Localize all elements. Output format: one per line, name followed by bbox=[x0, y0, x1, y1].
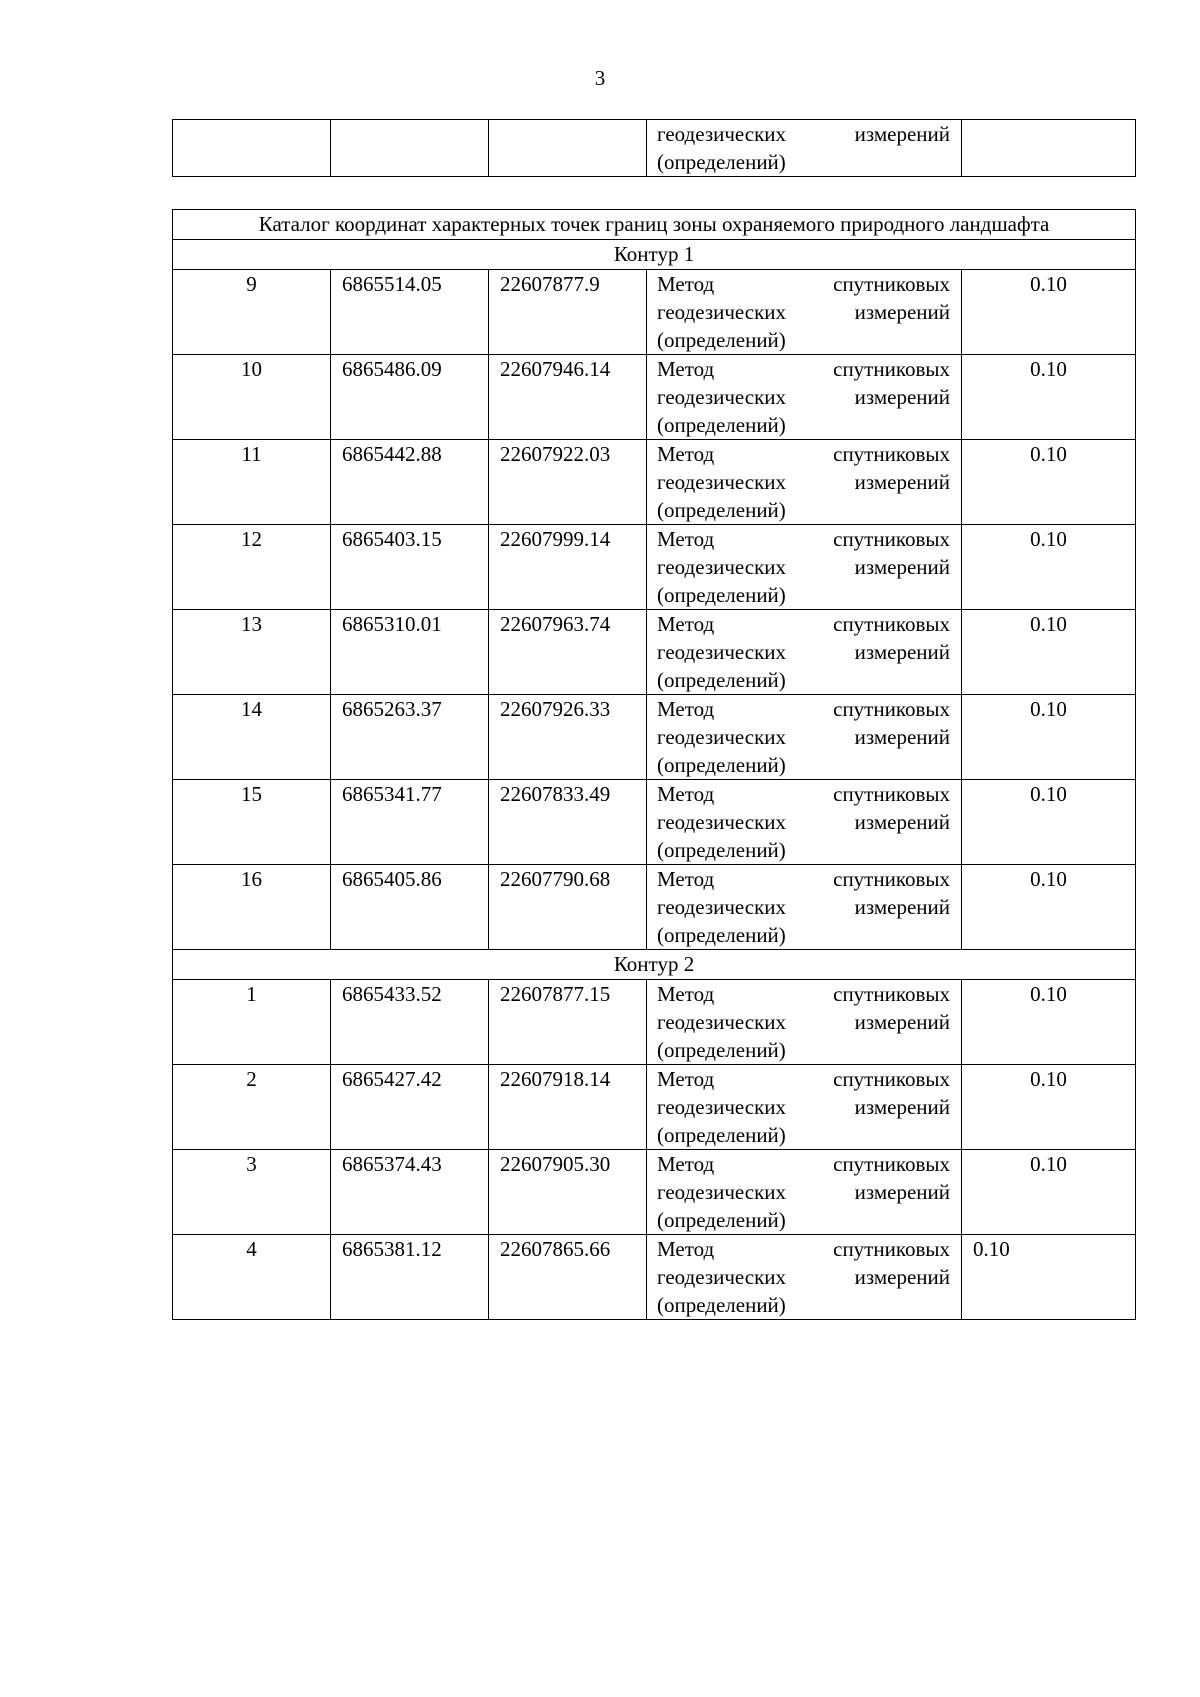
method-line: геодезических измерений bbox=[657, 1010, 950, 1034]
method-line: Метод спутниковых bbox=[657, 982, 950, 1006]
table-row bbox=[173, 1150, 1136, 1235]
contour-header-row bbox=[173, 950, 1136, 980]
method-line: Метод спутниковых bbox=[657, 442, 950, 466]
method-cell bbox=[647, 1065, 962, 1150]
accuracy: 0.10 bbox=[962, 1065, 1136, 1150]
point-number: 10 bbox=[173, 355, 331, 440]
accuracy: 0.10 bbox=[962, 525, 1136, 610]
method-line: (определений) bbox=[657, 1208, 786, 1232]
point-number: 9 bbox=[173, 270, 331, 355]
point-number: 14 bbox=[173, 695, 331, 780]
table-row bbox=[173, 695, 1136, 780]
method-cell bbox=[647, 355, 962, 440]
method-line: геодезических измерений bbox=[657, 1095, 950, 1119]
point-number: 13 bbox=[173, 610, 331, 695]
x-coordinate: 6865433.52 bbox=[331, 980, 489, 1065]
method-line: Метод спутниковых bbox=[657, 1067, 950, 1091]
y-coordinate: 22607833.49 bbox=[489, 780, 647, 865]
method-line: (определений) bbox=[657, 583, 786, 607]
table-row bbox=[173, 610, 1136, 695]
method-line: (определений) bbox=[657, 923, 786, 947]
coordinates-catalog-table bbox=[172, 209, 1136, 1320]
x-coordinate: 6865486.09 bbox=[331, 355, 489, 440]
method-line: Метод спутниковых bbox=[657, 1152, 950, 1176]
accuracy: 0.10 bbox=[962, 1150, 1136, 1235]
contour-header-row bbox=[173, 240, 1136, 270]
x-coordinate: 6865374.43 bbox=[331, 1150, 489, 1235]
point-number: 12 bbox=[173, 525, 331, 610]
method-line: (определений) bbox=[657, 413, 786, 437]
method-line: Метод спутниковых bbox=[657, 697, 950, 721]
method-line: геодезических измерений bbox=[657, 385, 950, 409]
x-coordinate: 6865442.88 bbox=[331, 440, 489, 525]
continuation-table bbox=[172, 119, 1136, 177]
y-coordinate: 22607790.68 bbox=[489, 865, 647, 950]
y-coordinate: 22607905.30 bbox=[489, 1150, 647, 1235]
accuracy: 0.10 bbox=[962, 865, 1136, 950]
method-line: (определений) bbox=[657, 498, 786, 522]
table-row bbox=[173, 865, 1136, 950]
y-coordinate: 22607918.14 bbox=[489, 1065, 647, 1150]
method-line: геодезических измерений bbox=[657, 300, 950, 324]
method-line: (определений) bbox=[657, 753, 786, 777]
method-line: (определений) bbox=[657, 1123, 786, 1147]
method-line: Метод спутниковых bbox=[657, 612, 950, 636]
accuracy: 0.10 bbox=[962, 780, 1136, 865]
point-number: 15 bbox=[173, 780, 331, 865]
x-coordinate: 6865427.42 bbox=[331, 1065, 489, 1150]
method-line: (определений) bbox=[657, 838, 786, 862]
table-row bbox=[173, 355, 1136, 440]
x-coordinate: 6865310.01 bbox=[331, 610, 489, 695]
y-coordinate: 22607946.14 bbox=[489, 355, 647, 440]
method-cell bbox=[647, 980, 962, 1065]
method-line: геодезических измерений bbox=[657, 895, 950, 919]
method-line: геодезических измерений bbox=[657, 640, 950, 664]
method-line: геодезических измерений bbox=[657, 810, 950, 834]
method-line: Метод спутниковых bbox=[657, 1237, 950, 1261]
table-row bbox=[173, 525, 1136, 610]
method-line: (определений) bbox=[657, 150, 786, 174]
x-coordinate: 6865405.86 bbox=[331, 865, 489, 950]
y-coordinate: 22607865.66 bbox=[489, 1235, 647, 1320]
method-cell bbox=[647, 865, 962, 950]
method-line: Метод спутниковых bbox=[657, 867, 950, 891]
method-cell bbox=[647, 610, 962, 695]
accuracy: 0.10 bbox=[962, 270, 1136, 355]
point-number: 2 bbox=[173, 1065, 331, 1150]
accuracy: 0.10 bbox=[962, 695, 1136, 780]
y-coordinate: 22607926.33 bbox=[489, 695, 647, 780]
empty-cell bbox=[962, 120, 1136, 177]
method-cell bbox=[647, 120, 962, 177]
y-coordinate: 22607999.14 bbox=[489, 525, 647, 610]
point-number: 4 bbox=[173, 1235, 331, 1320]
accuracy: 0.10 bbox=[962, 355, 1136, 440]
method-line: геодезических измерений bbox=[657, 725, 950, 749]
method-line: геодезических измерений bbox=[657, 1265, 950, 1289]
page-number: 3 bbox=[594, 66, 606, 90]
point-number: 1 bbox=[173, 980, 331, 1065]
accuracy: 0.10 bbox=[962, 980, 1136, 1065]
table-row bbox=[173, 1235, 1136, 1320]
accuracy: 0.10 bbox=[962, 610, 1136, 695]
y-coordinate: 22607922.03 bbox=[489, 440, 647, 525]
method-cell bbox=[647, 440, 962, 525]
method-line: Метод спутниковых bbox=[657, 782, 950, 806]
contour-label: Контур 1 bbox=[173, 240, 1136, 270]
method-cell bbox=[647, 270, 962, 355]
accuracy: 0.10 bbox=[962, 440, 1136, 525]
y-coordinate: 22607963.74 bbox=[489, 610, 647, 695]
table-row bbox=[173, 440, 1136, 525]
point-number: 16 bbox=[173, 865, 331, 950]
x-coordinate: 6865381.12 bbox=[331, 1235, 489, 1320]
x-coordinate: 6865263.37 bbox=[331, 695, 489, 780]
table-row bbox=[173, 270, 1136, 355]
method-cell bbox=[647, 525, 962, 610]
method-cell bbox=[647, 695, 962, 780]
table-row bbox=[173, 1065, 1136, 1150]
continuation-row bbox=[173, 120, 1136, 177]
method-line: геодезических измерений bbox=[657, 1180, 950, 1204]
method-line: (определений) bbox=[657, 668, 786, 692]
method-cell bbox=[647, 1150, 962, 1235]
method-line: (определений) bbox=[657, 328, 786, 352]
table-row bbox=[173, 780, 1136, 865]
table-row bbox=[173, 980, 1136, 1065]
x-coordinate: 6865341.77 bbox=[331, 780, 489, 865]
point-number: 3 bbox=[173, 1150, 331, 1235]
accuracy: 0.10 bbox=[962, 1235, 1136, 1320]
method-line: (определений) bbox=[657, 1293, 786, 1317]
empty-cell bbox=[331, 120, 489, 177]
method-cell bbox=[647, 780, 962, 865]
method-line: геодезических измерений bbox=[657, 470, 950, 494]
catalog-title-row bbox=[173, 210, 1136, 240]
method-cell bbox=[647, 1235, 962, 1320]
point-number: 11 bbox=[173, 440, 331, 525]
empty-cell bbox=[173, 120, 331, 177]
method-line: (определений) bbox=[657, 1038, 786, 1062]
x-coordinate: 6865514.05 bbox=[331, 270, 489, 355]
method-line: Метод спутниковых bbox=[657, 272, 950, 296]
contour-label: Контур 2 bbox=[173, 950, 1136, 980]
method-line: Метод спутниковых bbox=[657, 527, 950, 551]
y-coordinate: 22607877.9 bbox=[489, 270, 647, 355]
catalog-title: Каталог координат характерных точек границ зоны охраняемого природного ландшафта bbox=[173, 210, 1136, 240]
method-line: геодезических измерений bbox=[657, 122, 950, 146]
method-line: Метод спутниковых bbox=[657, 357, 950, 381]
x-coordinate: 6865403.15 bbox=[331, 525, 489, 610]
empty-cell bbox=[489, 120, 647, 177]
method-line: геодезических измерений bbox=[657, 555, 950, 579]
y-coordinate: 22607877.15 bbox=[489, 980, 647, 1065]
